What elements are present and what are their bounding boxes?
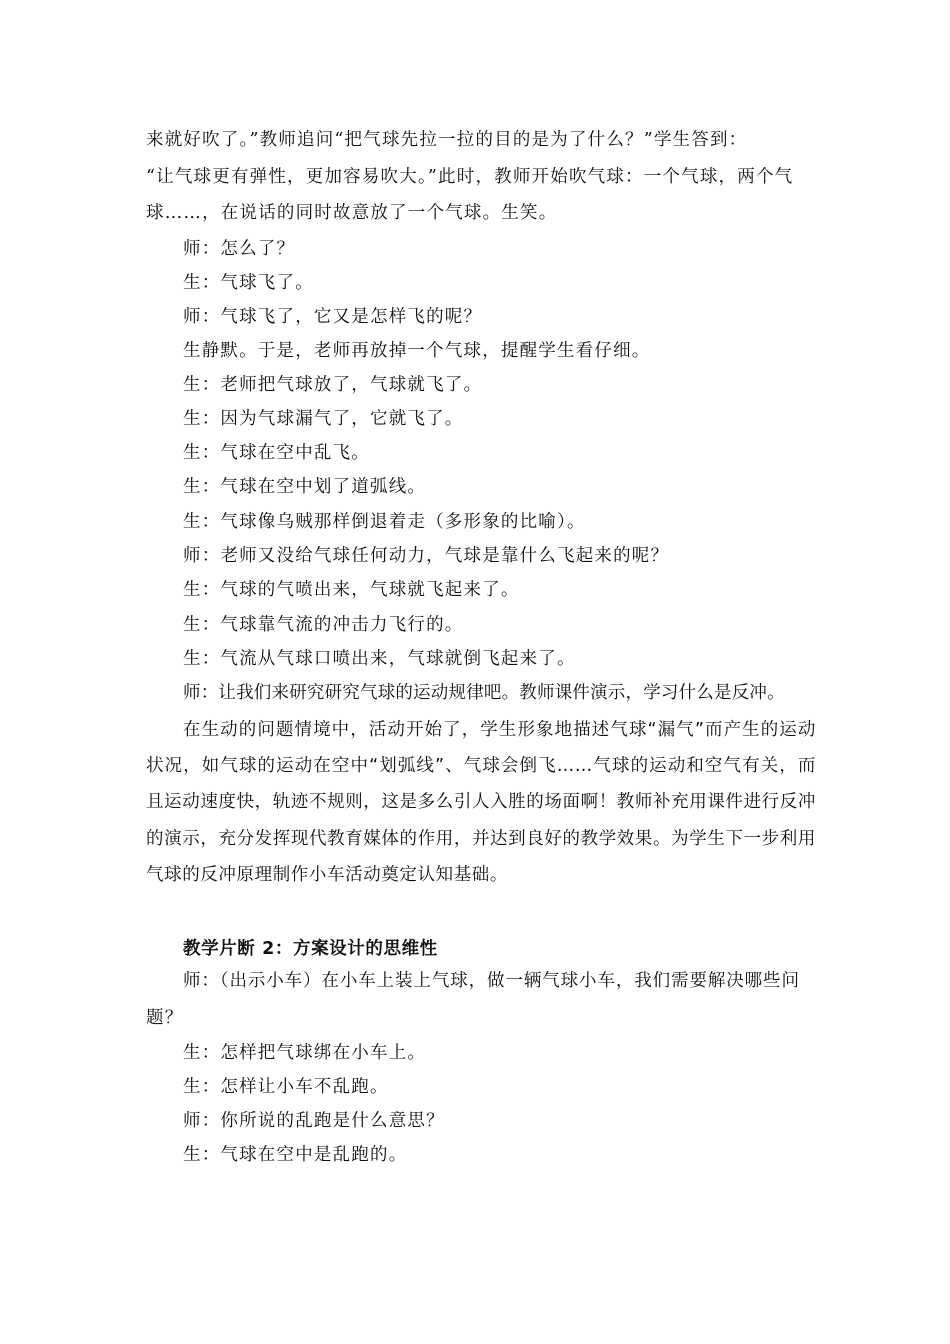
text-line: 球……，在说话的同时故意放了一个气球。生笑。 [146,203,558,223]
dialogue-line: 师：怎么了？ [183,239,296,259]
dialogue-line: 生：气球飞了。 [183,273,314,293]
dialogue-line: 生：怎样把气球绑在小车上。 [183,1043,427,1063]
dialogue-line: 生：老师把气球放了，气球就飞了。 [183,375,483,395]
dialogue-line: 生：气球靠气流的冲击力飞行的。 [183,615,464,635]
dialogue-line: 师：你所说的乱跑是什么意思？ [183,1111,445,1131]
text-line: “让气球更有弹性，更加容易吹大。”此时，教师开始吹气球：一个气球，两个气 [146,167,794,187]
dialogue-line: 师：气球飞了，它又是怎样飞的呢？ [183,307,483,327]
dialogue-line: 生：怎样让小车不乱跑。 [183,1077,389,1097]
dialogue-line: 师：让我们来研究研究气球的运动规律吧。教师课件演示，学习什么是反冲。 [183,683,785,703]
dialogue-line: 师：（出示小车）在小车上装上气球，做一辆气球小车，我们需要解决哪些问 [183,971,800,991]
section-heading: 教学片断 2：方案设计的思维性 [183,939,438,959]
dialogue-line-wrap: 题？ [146,1008,184,1028]
dialogue-line: 生：气球在空中是乱跑的。 [183,1145,408,1165]
dialogue-line: 师：老师又没给气球任何动力，气球是靠什么飞起来的呢？ [183,546,670,566]
dialogue-line: 生：气流从气球口喷出来，气球就倒飞起来了。 [183,649,576,669]
dialogue-line: 生：气球的气喷出来，气球就飞起来了。 [183,580,520,600]
dialogue-line: 生：气球像乌贼那样倒退着走（多形象的比喻）。 [183,512,586,532]
text-line: 来就好吹了。”教师追问“把气球先拉一拉的目的是为了什么？”学生答到： [146,130,748,150]
dialogue-line: 生：气球在空中乱飞。 [183,443,370,463]
commentary-paragraph: 在生动的问题情境中，活动开始了，学生形象地描述气球“漏气”而产生的运动状况，如气球的运动在空中“划弧线”、气球会倒飞……气球的运动和空气有关，而且运动速度快，轨迹不规则，这是多么引人入胜的场面啊！教师补充用课件进行反冲的演示，充分发挥现代教育媒体的作用，并达到良好的教学效果。为学生下一步利用气球的反冲原理制作小车活动奠定认知基础。 [146,720,816,885]
dialogue-line: 生静默。于是，老师再放掉一个气球，提醒学生看仔细。 [183,341,651,361]
dialogue-line: 生：因为气球漏气了，它就飞了。 [183,409,464,429]
dialogue-line: 生：气球在空中划了道弧线。 [183,477,427,497]
